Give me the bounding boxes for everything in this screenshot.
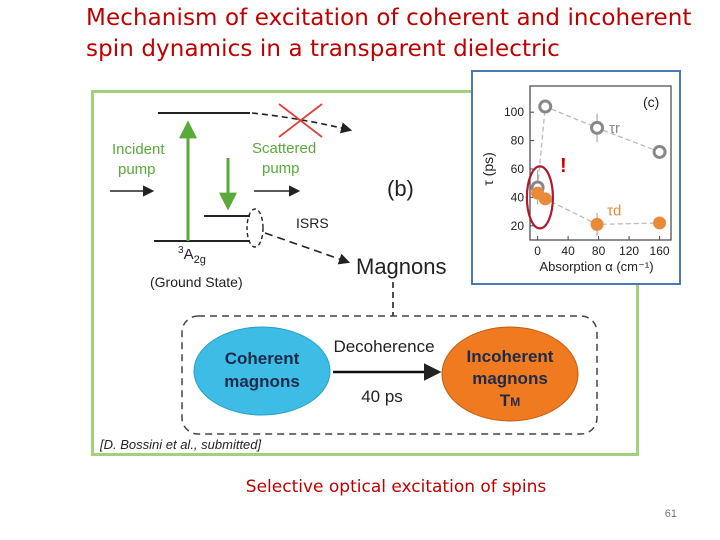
coherent-label-1: Coherent — [224, 349, 300, 368]
incident-pump-label-2: pump — [118, 161, 156, 178]
x-tick-label: 120 — [619, 244, 640, 258]
data-point-tau-r — [592, 122, 603, 133]
magnons-label: Magnons — [356, 254, 447, 279]
data-point-tau-d — [591, 218, 603, 230]
series-label-tau-r: τr — [609, 119, 620, 137]
chart-marks — [527, 101, 666, 236]
incoherent-label-2: magnons — [472, 369, 548, 388]
scattered-pump-label-1: Scattered — [252, 140, 317, 157]
isrs-ellipse — [247, 209, 263, 247]
x-tick-label: 40 — [561, 244, 575, 258]
tau-chart — [473, 72, 679, 283]
x-tick-label: 160 — [649, 244, 670, 258]
series-label-tau-d: τd — [607, 202, 622, 220]
coherent-label-2: magnons — [224, 372, 300, 391]
y-tick-label: 20 — [510, 218, 524, 233]
isrs-label: ISRS — [296, 215, 329, 231]
y-tick-label: 60 — [510, 162, 524, 176]
scattered-pump-label-2: pump — [262, 160, 300, 177]
isrs-to-magnons-arrow — [265, 233, 348, 262]
decoherence-time: 40 ps — [361, 387, 403, 406]
decoherence-label: Decoherence — [333, 337, 435, 356]
data-point-tau-r — [540, 101, 551, 112]
data-point-tau-d — [654, 217, 666, 229]
data-point-tau-d — [539, 193, 551, 205]
incident-pump-label-1: Incident — [112, 141, 165, 158]
coherent-magnons-ellipse — [194, 327, 330, 415]
page-number: 61 — [664, 508, 677, 520]
citation: [D. Bossini et al., submitted] — [100, 437, 262, 452]
data-point-tau-r — [654, 146, 665, 157]
x-tick-label: 80 — [591, 244, 606, 258]
inset-chart-frame — [471, 70, 681, 285]
y-axis-label: τ (ps) — [480, 152, 496, 186]
ground-state-term: $^3A_{2g}$ — [178, 245, 206, 266]
series-line-0 — [538, 107, 660, 188]
x-tick-label: 0 — [534, 244, 541, 258]
slide-caption: Selective optical excitation of spins — [245, 477, 547, 497]
slide-title-line-2: spin dynamics in a transparent dielectric — [86, 36, 560, 62]
y-tick-label: 40 — [510, 190, 524, 205]
panel-label-b: (b) — [387, 176, 414, 201]
exclamation-annotation: ! — [560, 154, 567, 177]
y-tick-label: 80 — [510, 133, 524, 148]
incoherent-label-1: Incoherent — [466, 347, 554, 366]
panel-label-c: (c) — [643, 94, 660, 110]
chart-axes — [480, 86, 671, 274]
incoherent-label-3: TM — [499, 391, 521, 410]
ground-state-label: (Ground State) — [150, 274, 243, 290]
slide-title-line-1: Mechanism of excitation of coherent and incoherent — [86, 5, 692, 31]
x-axis-label: Absorption α (cm⁻¹) — [539, 259, 654, 274]
y-tick-label: 100 — [503, 105, 524, 120]
